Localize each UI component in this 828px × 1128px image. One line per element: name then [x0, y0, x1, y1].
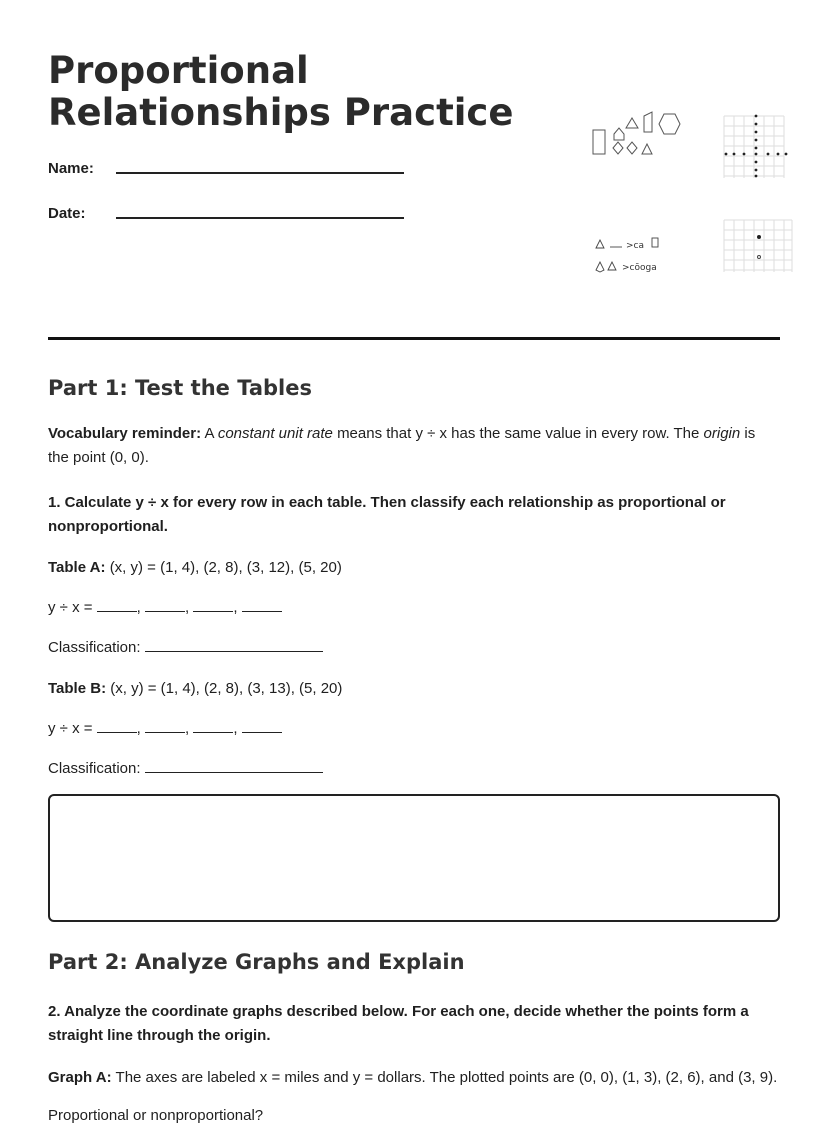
- classification-blank[interactable]: [145, 637, 323, 652]
- table-b-classification: Classification:: [48, 757, 780, 781]
- question-1: 1. Calculate y ÷ x for every row in each table. Then classify each relationship as proportional or nonproportional.: [48, 494, 726, 535]
- classification-blank[interactable]: [145, 758, 323, 773]
- ratio-blank[interactable]: [145, 718, 185, 733]
- title-line-2: Relationships Practice: [48, 91, 514, 134]
- part2-heading: Part 2: Analyze Graphs and Explain: [48, 950, 465, 974]
- date-line[interactable]: [116, 217, 404, 219]
- table-a-classification: Classification:: [48, 636, 780, 660]
- part1-heading: Part 1: Test the Tables: [48, 376, 312, 400]
- table-a-line: Table A: (x, y) = (1, 4), (2, 8), (3, 12), (5, 20): [48, 559, 342, 576]
- question-2: 2. Analyze the coordinate graphs described below. For each one, decide whether the points form a straight line through the origin.: [48, 1003, 749, 1044]
- ratio-blank[interactable]: [193, 718, 233, 733]
- table-b-line: Table B: (x, y) = (1, 4), (2, 8), (3, 13), (5, 20): [48, 680, 343, 697]
- name-line[interactable]: [116, 172, 404, 174]
- ratio-blank[interactable]: [193, 597, 233, 612]
- title-line-1: Proportional: [48, 49, 309, 92]
- name-label: Name:: [48, 160, 94, 177]
- ratio-blank[interactable]: [97, 718, 137, 733]
- coordinate-grid-2: [724, 220, 792, 272]
- table-a-ratios: y ÷ x = , , ,: [48, 596, 780, 620]
- ratio-blank[interactable]: [242, 597, 282, 612]
- grid-2-point: [757, 235, 761, 239]
- coordinate-grid-1: [724, 116, 784, 178]
- ratio-blank[interactable]: [97, 597, 137, 612]
- page-title: [48, 50, 513, 134]
- vocabulary-reminder: Vocabulary reminder: A constant unit rate means that y ÷ x has the same value in every row. The origin is the point (0, 0).: [48, 425, 756, 466]
- answer-box[interactable]: [48, 794, 780, 922]
- worksheet-header: [48, 0, 780, 300]
- ratio-blank[interactable]: [145, 597, 185, 612]
- date-field: [48, 205, 86, 222]
- graph-a-classification: Proportional or nonproportional?: [48, 1107, 264, 1124]
- header-illustration: [538, 106, 808, 286]
- table-b-ratios: y ÷ x = , , ,: [48, 717, 780, 741]
- shapes-doodle: [593, 112, 680, 154]
- doodle-glyphs-1: >ca: [626, 241, 645, 251]
- worksheet-page: [48, 0, 780, 1124]
- doodle-glyphs-2: >cōoga: [622, 263, 657, 273]
- date-label: Date:: [48, 205, 86, 222]
- ratio-blank[interactable]: [242, 718, 282, 733]
- graph-a-line: Graph A: The axes are labeled x = miles and y = dollars. The plotted points are (0, 0), (1, 3), (2, 6), and (3, 9).: [48, 1069, 778, 1086]
- name-field: [48, 160, 94, 177]
- grid-2-origin: [758, 256, 761, 259]
- header-divider: [48, 337, 780, 340]
